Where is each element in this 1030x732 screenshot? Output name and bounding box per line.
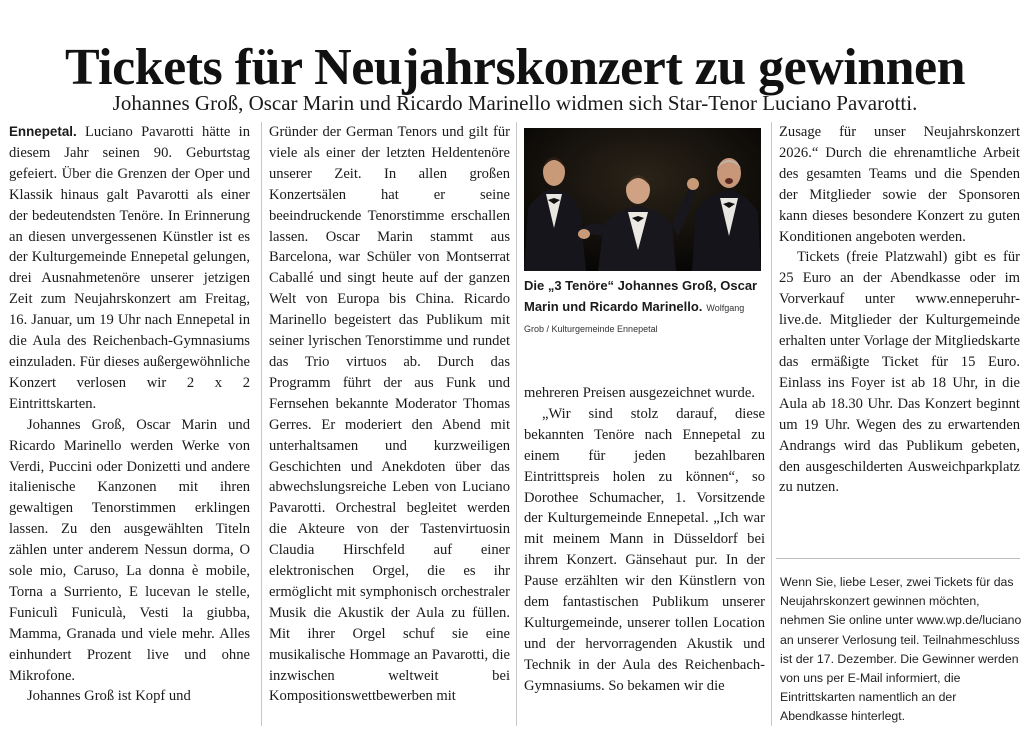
column-divider <box>261 122 262 726</box>
photo-credit: Wolfgang Grob / Kulturgemeinde Ennepetal <box>524 302 745 334</box>
photo-caption-text: Die „3 Tenöre“ Johannes Groß, Oscar Marin und Ricardo Marinello. <box>524 278 758 314</box>
column-divider <box>771 122 772 726</box>
article-paragraph: Gründer der German Tenors und gilt für viele als einer der letzten Heldentenöre unserer Zeit. In allen großen Konzertsälen hat er seine beeindruckende Tenorstimme erschallen lassen. Oscar Marin stammt aus Barcelona, war Schüler von Montserrat Caballé und singt heute auf der ganzen Welt von Europa bis China. Ricardo Marinello begeistert das Publikum mit seiner lyrischen Tenorstimme und rundet das Trio virtuos ab. Durch das Programm führt der aus Funk und Fernsehen bekannte Moderator Thomas Gerres. Er moderiert den Abend mit unterhaltsamen und kurzweiligen Geschichten und Anekdoten über das abwechslungsreiche Leben von Luciano Pavarotti. Orchestral begleitet werden die Akteure von der Tastenvirtuosin Claudia Hirschfeld auf einer elektronischen Orgel, die es ihr ermöglicht mit symphonisch orchestraler Musik die Akustik der Aula zu füllen. Mit ihrer Orgel schuf sie eine musikalische Hommage an Pavarotti, die inzwischen weltweit bei Kompositionswettbewerben mit <box>269 124 510 705</box>
photo-caption <box>524 276 764 340</box>
article-column-4 <box>779 122 1020 498</box>
concert-photo-three-tenors-icon <box>524 128 761 271</box>
contest-infobox: Wenn Sie, liebe Leser, zwei Tickets für das Neujahrskonzert gewinnen möchten, nehmen Sie online unter www.wp.de/luciano an unserer Verlosung teil. Teilnahmeschluss ist der 17. Dezember. Die Gewinner werden von uns per E-Mail informiert, die Eintrittskarten namentlich an der Abendkasse hinterlegt. <box>780 575 1022 724</box>
article-column-3 <box>524 383 765 697</box>
article-text: Luciano Pavarotti hätte in diesem Jahr seinen 90. Geburtstag gefeiert. Über die Grenzen der Oper und Klassik hinaus galt Pavarotti als einer der bedeutendsten Tenöre. In Erinnerung an diesen unvergessenen Künstler ist es der Kulturgemeinde Ennepetal gelungen, drei Ausnahmetenöre unserer jetzigen Zeit zum Neujahrskonzert am Freitag, 16. Januar, um 19 Uhr nach Ennepetal in die Aula des Reichenbach-Gymnasiums einzuladen. Für dieses außergewöhnliche Konzert verlosen wir 2 x 2 Eintrittskarten. <box>9 124 250 412</box>
article-column-2 <box>269 122 510 707</box>
dateline: Ennepetal. <box>9 124 77 139</box>
article-paragraph: „Wir sind stolz darauf, diese bekannten Tenöre nach Ennepetal zu einem für jeden bezahlbaren Eintrittspreis holen zu können“, so Dorothee Schumacher, 1. Vorsitzende der Kulturgemeinde Ennepetal. „Ich war mit meinem Mann in Düsseldorf bei ihrem Konzert. Gänsehaut pur. In der Pause erzählten wir den Künstlern von dem fantastischen Publikum unserer Kulturgemeinde, unserer tollen Location und der hervorragenden Akustik und Technik in der Aula des Reichenbach-Gymnasiums. So bekamen wir die <box>524 405 765 694</box>
headline: Tickets für Neujahrskonzert zu gewinnen <box>64 38 966 96</box>
article-column-1 <box>9 122 250 707</box>
article-paragraph: Johannes Groß ist Kopf und <box>27 688 191 705</box>
article-paragraph: mehreren Preisen ausgezeichnet wurde. <box>524 385 755 401</box>
article-paragraph: Johannes Groß, Oscar Marin und Ricardo Marinello werden Werke von Verdi, Puccini oder Donizetti und andere italienische Kanzonen mit ihren gewaltigen Tenorstimmen erklingen lassen. Zu den ausgewählten Titeln zählen unter anderem Nessun dorma, O sole mio, Caruso, La donna è mobile, Torna a Surriento, E lucevan le stelle, Funiculì Funiculà, Vesti la giubba, Mamma, Granada und viele mehr. Alles einhundert Prozent live und ohne Mikrofone. <box>9 416 250 684</box>
article-paragraph <box>9 122 250 415</box>
subheadline: Johannes Groß, Oscar Marin und Ricardo Marinello widmen sich Star-Tenor Luciano Pavarotti. <box>112 91 918 115</box>
article-paragraph: Tickets (freie Platzwahl) gibt es für 25 Euro an der Abendkasse oder im Vorverkauf unter www.enneperuhr-live.de. Mitglieder der Kulturgemeinde erhalten unter Vorlage der Mitgliedskarte das ermäßigte Ticket für 15 Euro. Einlass ins Foyer ist ab 18 Uhr, in die Aula ab 18.30 Uhr. Das Konzert beginnt um 19 Uhr. Wegen des zu erwartenden Andrangs wird das Publikum gebeten, den ausgeschilderten Ausweichparkplatz zu nutzen. <box>779 249 1020 496</box>
article-paragraph: Zusage für unser Neujahrskonzert 2026.“ Durch die ehrenamtliche Arbeit des gesamten Teams und die Spenden der Mitglieder sowie der Sponsoren kann dieses besondere Konzert zu guten Konditionen angeboten werden. <box>779 124 1020 245</box>
infobox-divider <box>776 558 1020 559</box>
concert-photo <box>524 128 761 271</box>
column-divider <box>516 122 517 726</box>
